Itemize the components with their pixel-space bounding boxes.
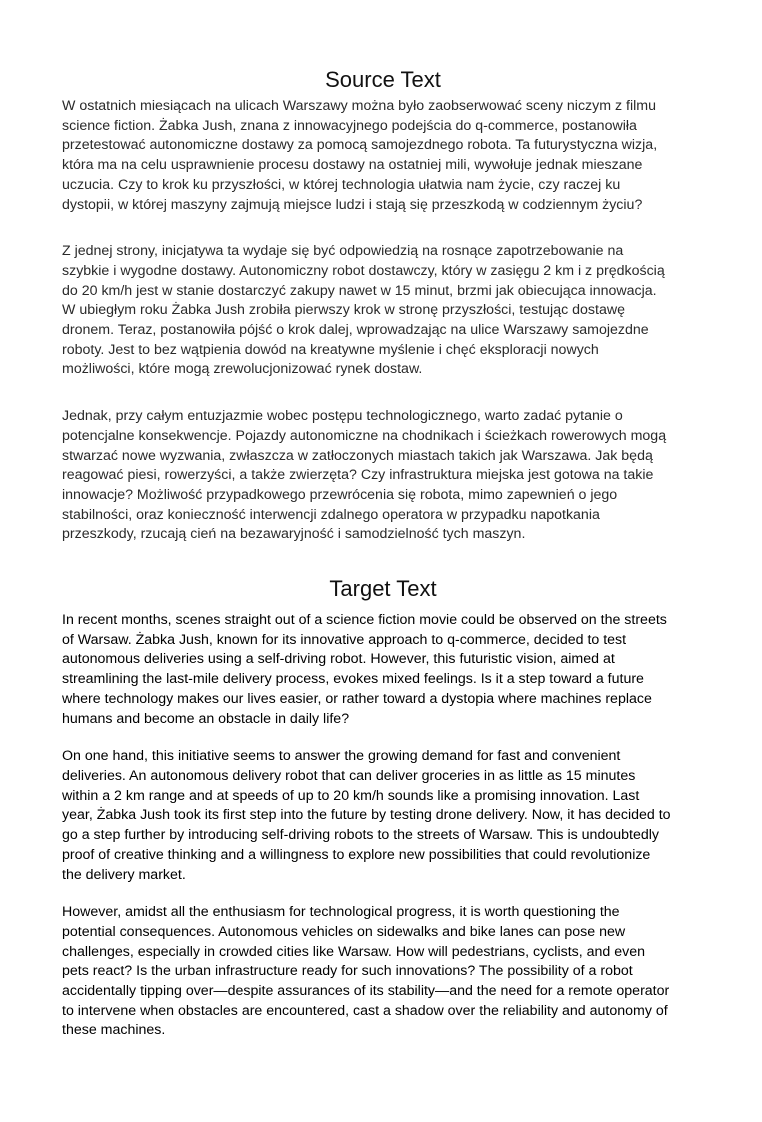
target-paragraph-3: However, amidst all the enthusiasm for technological progress, it is worth questioning the potential consequences. Autonomous vehicles on sidewalks and bike lanes can pose new challenges, especially in crowded cities like Warsaw. How will pedestrians, cyclists, and even pets react? Is the urban infrastructure ready for such innovations? The possibility of a robot accidentally tipping over—despite assurances of its stability—and the need for a remote operator to intervene when obstacles are encountered, cast a shadow over the reliability and autonomy of these machines.: [62, 904, 670, 1039]
source-paragraph-3: Jednak, przy całym entuzjazmie wobec postępu technologicznego, warto zadać pytanie o potencjalne konsekwencje. Pojazdy autonomiczne na chodnikach i ścieżkach rowerowych mogą stwarzać nowe wyzwania, zwłaszcza w zatłoczonych miastach takich jak Warszawa. Jak będą reagować piesi, rowerzyści, a także zwierzęta? Czy infrastruktura miejska jest gotowa na takie innowacje? Możliwość przypadkowego przewrócenia się robota, mimo zapewnień o jego stabilności, oraz konieczność interwencji zdalnego operatora w przypadku napotkania przeszkody, rzucają cień na bezawaryjność i samodzielność tych maszyn.: [62, 408, 667, 543]
target-paragraph-1: In recent months, scenes straight out of a science fiction movie could be observed on the streets of Warsaw. Żabka Jush, known for its innovative approach to q-commerce, decided to test autonomous deliveries using a self-driving robot. However, this futuristic vision, aimed at streamlining the last-mile delivery process, evokes mixed feelings. Is it a step toward a future where technology makes our lives easier, or rather toward a dystopia where machines replace humans and become an obstacle in daily life?: [62, 612, 667, 727]
target-section: [62, 575, 704, 1041]
source-section: [62, 66, 704, 545]
source-paragraph-2: Z jednej strony, inicjatywa ta wydaje się być odpowiedzią na rosnące zapotrzebowanie na szybkie i wygodne dostawy. Autonomiczny robot dostawczy, który w zasięgu 2 km i z prędkością do 20 km/h jest w stanie dostarczyć zakupy nawet w 15 minut, brzmi jak obiecująca innowacja. W ubiegłym roku Żabka Jush zrobiła pierwszy krok w stronę przyszłości, testując dostawę dronem. Teraz, postanowiła pójść o krok dalej, wprowadzając na ulice Warszawy samojezdne roboty. Jest to bez wątpienia dowód na kreatywne myślenie i chęć eksploracji nowych możliwości, które mogą zrewolucjonizować rynek dostaw.: [62, 243, 665, 378]
target-title: Target Text: [329, 576, 437, 602]
target-paragraph-2: On one hand, this initiative seems to answer the growing demand for fast and convenient deliveries. An autonomous delivery robot that can deliver groceries in as little as 15 minutes within a 2 km range and at speeds of up to 20 km/h sounds like a promising innovation. Last year, Żabka Jush took its first step into the future by testing drone delivery. Now, it has decided to go a step further by introducing self-driving robots to the streets of Warsaw. This is undoubtedly proof of creative thinking and a willingness to explore new possibilities that could revolutionize the delivery market.: [62, 748, 671, 883]
source-title: Source Text: [325, 67, 441, 92]
source-paragraph-1: W ostatnich miesiącach na ulicach Warszawy można było zaobserwować sceny niczym z filmu science fiction. Żabka Jush, znana z innowacyjnego podejścia do q-commerce, postanowiła przetestować autonomiczne dostawy za pomocą samojezdnego robota. Ta futurystyczna wizja, która ma na celu usprawnienie procesu dostawy na ostatniej mili, wywołuje jednak mieszane uczucia. Czy to krok ku przyszłości, w której technologia ułatwia nam życie, czy raczej ku dystopii, w której maszyny zajmują miejsce ludzi i stają się przeszkodą w codziennym życiu?: [62, 98, 658, 213]
document-page: [62, 66, 704, 1041]
